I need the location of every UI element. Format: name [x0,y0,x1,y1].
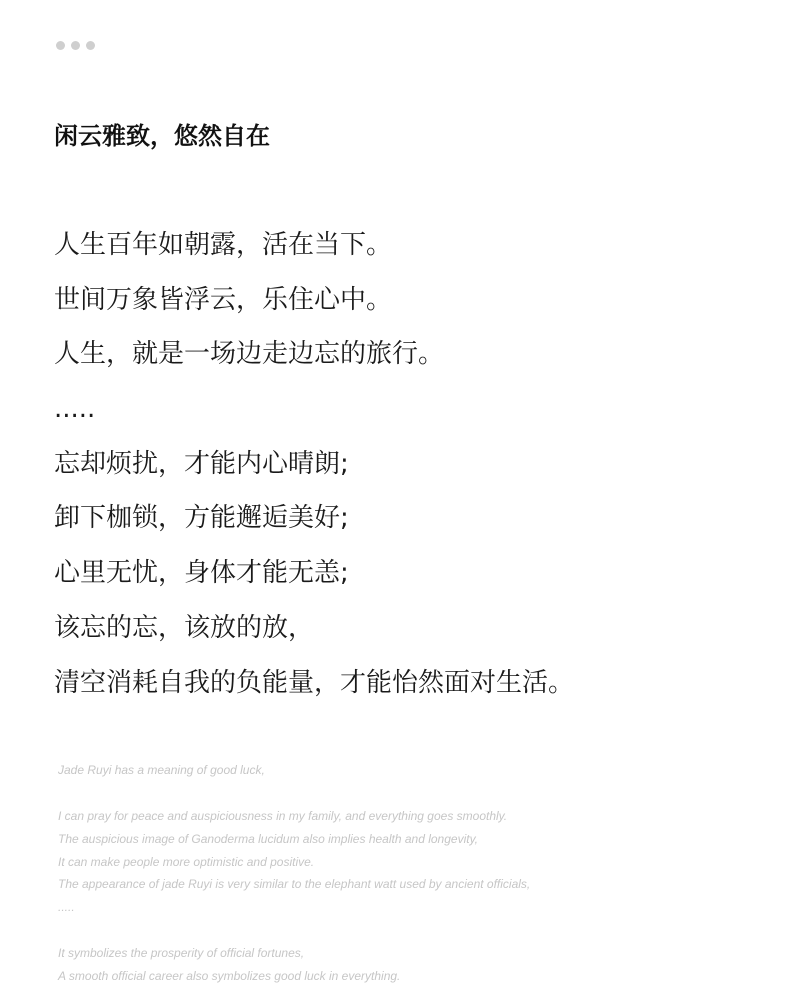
page-title: 闲云雅致，悠然自在 [54,122,270,150]
caption-line: ..... [58,900,75,915]
poem-line: ..... [54,394,96,425]
caption-line: It symbolizes the prosperity of official fortunes, [58,946,305,961]
caption-line: It can make people more optimistic and positive. [58,854,315,869]
caption-line: I can pray for peace and auspiciousness in my family, and everything goes smoothly. [58,808,508,823]
poem-text [54,222,574,714]
caption-line: The auspicious image of Ganoderma lucidum also implies health and longevity, [58,831,479,846]
poem-line: 清空消耗自我的负能量，才能怡然面对生活。 [54,667,575,698]
poem-line: 人生，就是一场边走边忘的旅行。 [54,339,445,370]
dot-icon [71,41,80,50]
poem-line: 忘却烦扰，才能内心晴朗; [54,448,349,479]
caption-spacer [58,920,530,943]
dot-icon [56,41,65,50]
poem-line: 心里无忧，身体才能无恙; [54,558,349,589]
caption-line: A smooth official career also symbolizes good luck in everything. [58,969,401,984]
caption-line: The appearance of jade Ruyi is very similar to the elephant watt used by ancient officials, [58,877,531,892]
poem-line: 该忘的忘，该放的放， [54,612,315,643]
caption-spacer [58,783,530,806]
window-dots [56,41,95,50]
dot-icon [86,41,95,50]
caption-line: Jade Ruyi has a meaning of good luck, [58,763,265,777]
english-caption [58,760,530,989]
poem-line: 卸下枷锁，方能邂逅美好; [54,503,349,534]
poem-line: 人生百年如朝露，活在当下。 [54,230,393,260]
poem-line: 世间万象皆浮云，乐住心中。 [54,284,393,315]
